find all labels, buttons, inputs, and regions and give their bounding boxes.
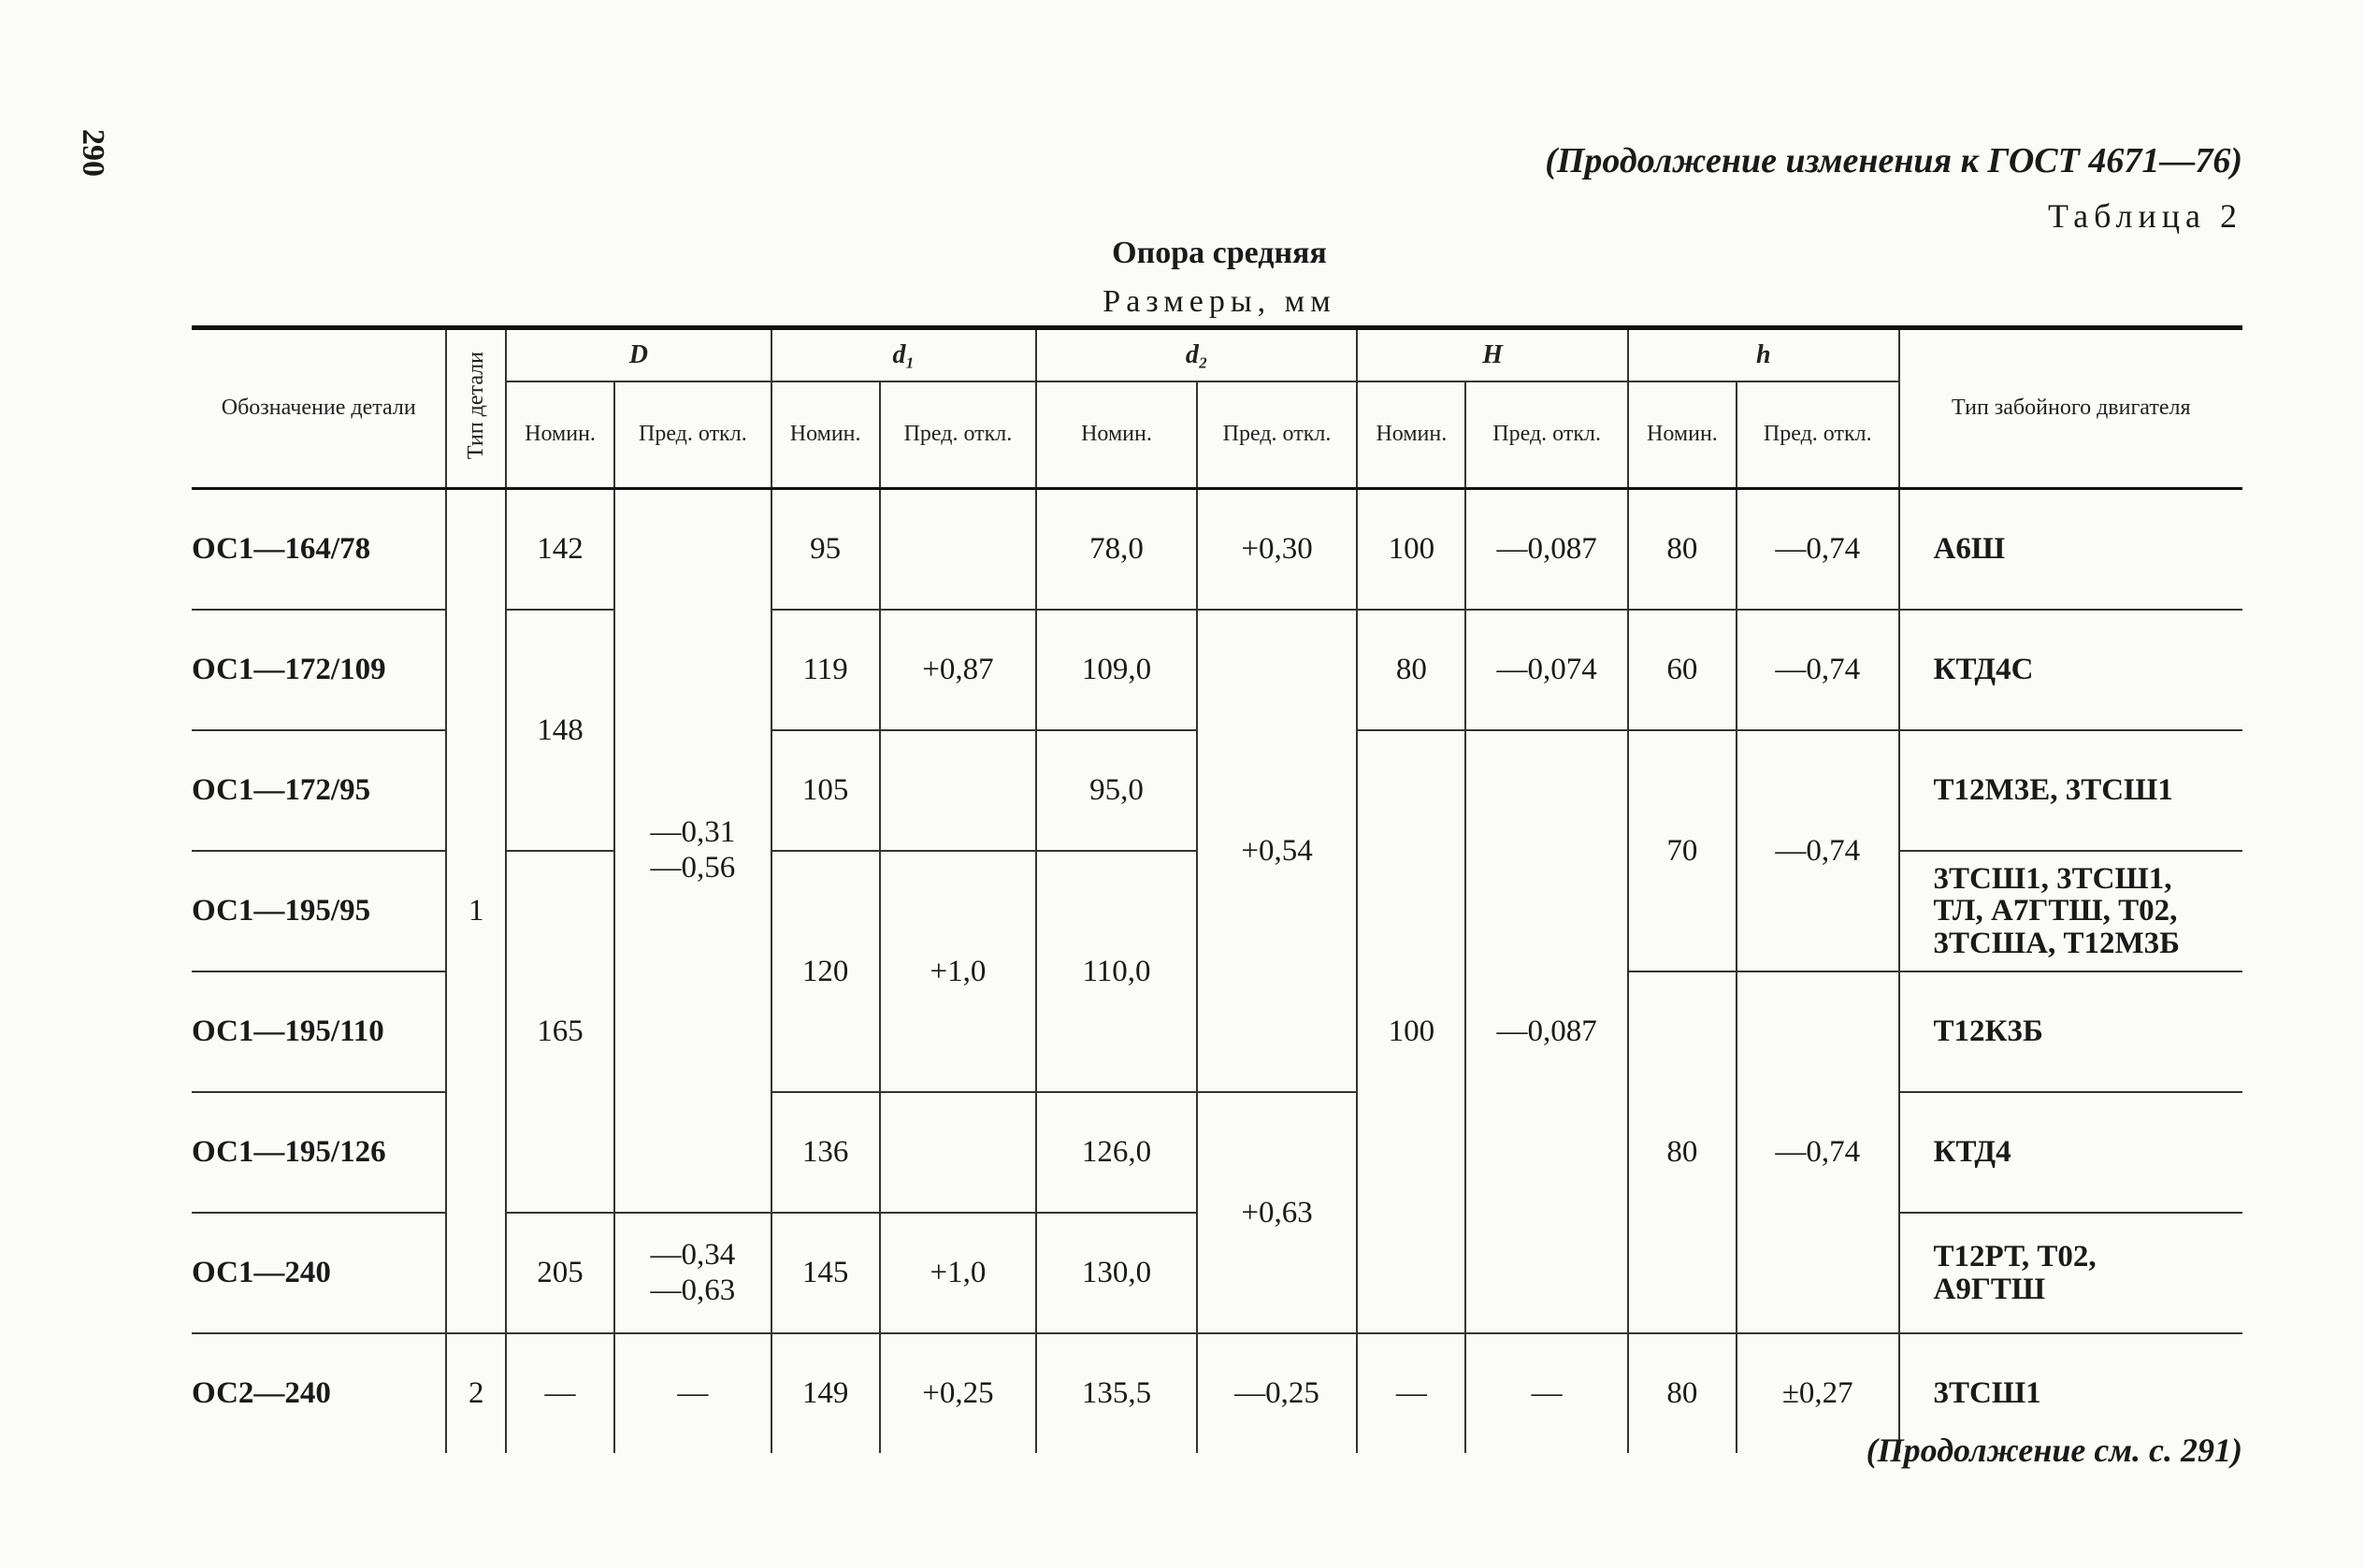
cell-h-deviation: —0,74 — [1737, 610, 1899, 730]
cell-d1-nominal: 120 — [771, 851, 880, 1092]
cell-designation: ОС1—172/109 — [192, 610, 446, 730]
units-caption: Размеры, мм — [1103, 284, 1336, 319]
cell-motor: 3ТСШ1 — [1899, 1333, 2242, 1453]
col-d2-nominal: Номин. — [1036, 381, 1197, 489]
cell-d2-nominal: 109,0 — [1036, 610, 1197, 730]
cell-h-nominal: 70 — [1628, 730, 1737, 971]
cell-H-deviation: —0,087 — [1465, 730, 1628, 1333]
cell-motor: 3ТСШ1, 3ТСШ1, ТЛ, А7ГТШ, Т02, 3ТСША, Т12М3Б — [1899, 851, 2242, 971]
col-group-H: H — [1357, 328, 1628, 382]
cell-d1-deviation — [880, 1092, 1037, 1213]
cell-H-nominal: 100 — [1357, 730, 1465, 1333]
col-group-D: D — [506, 328, 771, 382]
cell-d2-deviation: +0,30 — [1197, 489, 1358, 611]
col-h-nominal: Номин. — [1628, 381, 1737, 489]
cell-d1-nominal: 105 — [771, 730, 880, 851]
cell-D-nominal: — — [506, 1333, 614, 1453]
cell-designation: ОС1—195/95 — [192, 851, 446, 971]
cell-d1-nominal: 119 — [771, 610, 880, 730]
table-row — [192, 489, 2242, 611]
col-group-h: h — [1628, 328, 1899, 382]
cell-h-deviation: ±0,27 — [1737, 1333, 1899, 1453]
cell-d1-nominal: 136 — [771, 1092, 880, 1213]
continuation-header: (Продолжение изменения к ГОСТ 4671—76) — [1545, 141, 2242, 180]
col-type: Тип детали — [446, 328, 506, 489]
cell-H-deviation: —0,074 — [1465, 610, 1628, 730]
cell-d1-nominal: 149 — [771, 1333, 880, 1453]
col-H-deviation: Пред. откл. — [1465, 381, 1628, 489]
cell-H-nominal: — — [1357, 1333, 1465, 1453]
cell-motor: КТД4 — [1899, 1092, 2242, 1213]
cell-designation: ОС1—195/110 — [192, 971, 446, 1092]
cell-h-nominal: 80 — [1628, 489, 1737, 611]
cell-D-nominal: 165 — [506, 851, 614, 1213]
cell-d1-deviation: +1,0 — [880, 1213, 1037, 1333]
cell-h-nominal: 80 — [1628, 971, 1737, 1333]
table-title: Опора средняя — [1112, 236, 1327, 270]
cell-d1-deviation: +0,87 — [880, 610, 1037, 730]
cell-D-deviation: —0,34 —0,63 — [614, 1213, 771, 1333]
cell-motor: Т12М3Е, 3ТСШ1 — [1899, 730, 2242, 851]
cell-motor: Т12К3Б — [1899, 971, 2242, 1092]
cell-H-nominal: 100 — [1357, 489, 1465, 611]
col-d1-deviation: Пред. откл. — [880, 381, 1037, 489]
cell-d1-nominal: 95 — [771, 489, 880, 611]
cell-h-nominal: 60 — [1628, 610, 1737, 730]
cell-motor: Т12РТ, Т02, А9ГТШ — [1899, 1213, 2242, 1333]
cell-d2-deviation: +0,54 — [1197, 610, 1358, 1092]
cell-designation: ОС1—164/78 — [192, 489, 446, 611]
col-group-d2: d₂ — [1036, 328, 1357, 382]
cell-d1-deviation: +1,0 — [880, 851, 1037, 1092]
cell-h-deviation: —0,74 — [1737, 971, 1899, 1333]
col-d1-nominal: Номин. — [771, 381, 880, 489]
cell-d2-nominal: 78,0 — [1036, 489, 1197, 611]
cell-d1-deviation: +0,25 — [880, 1333, 1037, 1453]
cell-D-deviation: —0,31 —0,56 — [614, 489, 771, 1214]
cell-h-deviation: —0,74 — [1737, 730, 1899, 971]
cell-h-nominal: 80 — [1628, 1333, 1737, 1453]
continuation-footer: (Продолжение см. с. 291) — [1866, 1431, 2242, 1469]
cell-d2-deviation: —0,25 — [1197, 1333, 1358, 1453]
col-h-deviation: Пред. откл. — [1737, 381, 1899, 489]
col-D-deviation: Пред. откл. — [614, 381, 771, 489]
cell-d1-deviation — [880, 489, 1037, 611]
cell-motor: А6Ш — [1899, 489, 2242, 611]
page-number: 290 — [76, 129, 110, 177]
cell-type: 1 — [446, 489, 506, 1334]
cell-d1-nominal: 145 — [771, 1213, 880, 1333]
cell-d2-nominal: 95,0 — [1036, 730, 1197, 851]
cell-H-deviation: — — [1465, 1333, 1628, 1453]
col-motor: Тип забойного двигателя — [1899, 328, 2242, 489]
table-label: Таблица 2 — [2048, 197, 2242, 235]
cell-D-nominal: 148 — [506, 610, 614, 851]
cell-D-nominal: 205 — [506, 1213, 614, 1333]
cell-d2-nominal: 110,0 — [1036, 851, 1197, 1092]
cell-H-nominal: 80 — [1357, 610, 1465, 730]
cell-designation: ОС1—240 — [192, 1213, 446, 1333]
cell-d2-nominal: 126,0 — [1036, 1092, 1197, 1213]
cell-designation: ОС1—195/126 — [192, 1092, 446, 1213]
dimensions-table — [192, 325, 2242, 1453]
cell-type: 2 — [446, 1333, 506, 1453]
cell-H-deviation: —0,087 — [1465, 489, 1628, 611]
col-D-nominal: Номин. — [506, 381, 614, 489]
cell-designation: ОС1—172/95 — [192, 730, 446, 851]
cell-h-deviation: —0,74 — [1737, 489, 1899, 611]
col-H-nominal: Номин. — [1357, 381, 1465, 489]
cell-d2-deviation: +0,63 — [1197, 1092, 1358, 1333]
cell-motor: КТД4С — [1899, 610, 2242, 730]
cell-designation: ОС2—240 — [192, 1376, 331, 1410]
cell-d2-nominal: 135,5 — [1036, 1333, 1197, 1453]
col-group-d1: d₁ — [771, 328, 1037, 382]
cell-D-nominal: 142 — [506, 489, 614, 611]
col-designation: Обозначение детали — [192, 328, 446, 489]
cell-D-deviation: — — [614, 1333, 771, 1453]
cell-d2-nominal: 130,0 — [1036, 1213, 1197, 1333]
cell-d1-deviation — [880, 730, 1037, 851]
col-d2-deviation: Пред. откл. — [1197, 381, 1358, 489]
